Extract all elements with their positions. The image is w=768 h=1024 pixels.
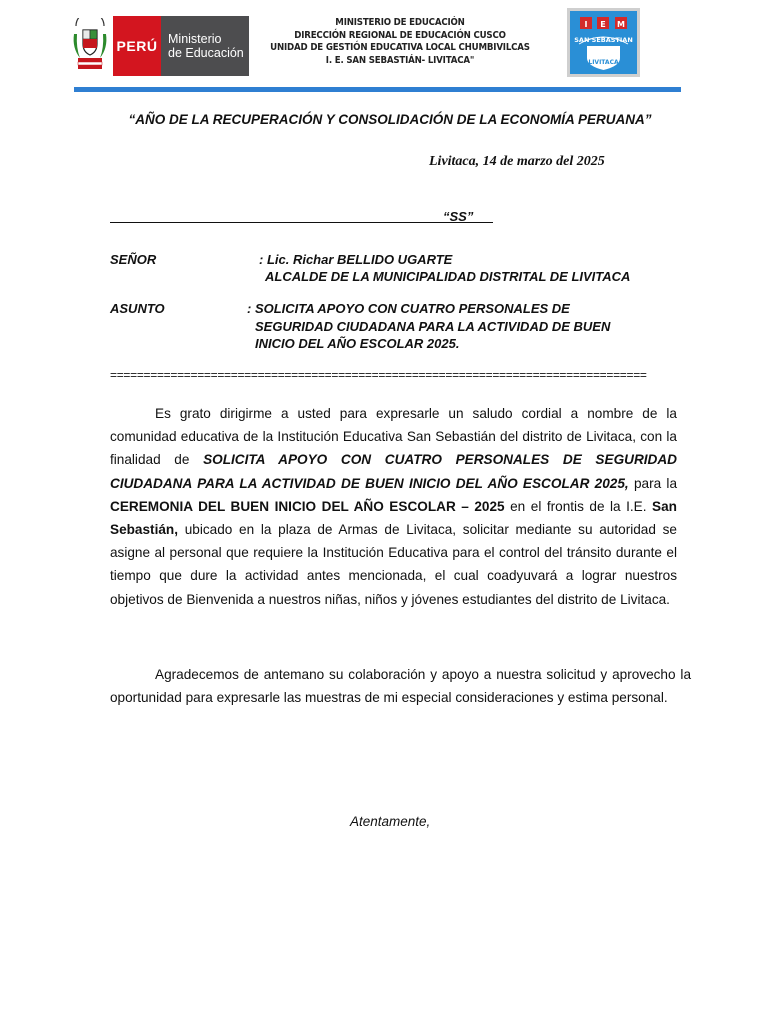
letterhead-line-2: DIRECCIÓN REGIONAL DE EDUCACIÓN CUSCO [294,29,506,41]
paragraph-1-request: SOLICITA APOYO CON CUATRO PERSONALES DE SEGURIDAD CIUDADANA PARA LA ACTIVIDAD DE BUEN INICIO DEL AÑO ESCOLAR 2025, [110,452,677,491]
letterhead-line-4: I. E. SAN SEBASTIÁN- LIVITACA" [325,54,475,66]
letterhead-rule [74,87,681,92]
school-logo [567,8,640,77]
subject-label: ASUNTO [110,301,165,316]
minedu-logo [113,16,249,76]
recipient-label: SEÑOR [110,252,157,267]
paragraph-1-intro: Es grato dirigirme a usted para expresarle un saludo cordial a nombre de la comunidad educativa de la Institución Educativa San Sebastián del distrito de Livitaca, con la finalidad de [110,406,677,468]
paragraph-1-location: en el frontis de la I.E. [504,498,653,514]
minedu-logo-country: PERÚ [113,16,161,76]
minedu-logo-line1: Ministerio [168,32,222,46]
subject-line-3: INICIO DEL AÑO ESCOLAR 2025. [255,336,460,351]
subject-line-2: SEGURIDAD CIUDADANA PARA LA ACTIVIDAD DE BUEN [255,319,611,334]
reference-code: “SS” [443,209,474,224]
year-motto: “AÑO DE LA RECUPERACIÓN Y CONSOLIDACIÓN DE LA ECONOMÍA PERUANA” [128,112,652,127]
svg-text:SAN SEBASTIAN: SAN SEBASTIAN [574,36,633,44]
national-coat-of-arms-logo [72,18,108,72]
letterhead-text [267,17,534,67]
body-paragraph-2 [110,663,691,709]
closing-salutation: Atentamente, [350,814,431,829]
svg-text:M: M [617,20,625,29]
body-paragraph-1 [110,402,677,611]
paragraph-2-text: Agradecemos de antemano su colaboración y apoyo a nuestra solicitud y aprovecho la oportunidad para expresarle las muestras de mi especial consideraciones y estima personal. [110,667,691,706]
paragraph-1-school: San Sebastián, [110,498,677,538]
reference-underline [110,222,493,223]
paragraph-1-ceremony: CEREMONIA DEL BUEN INICIO DEL AÑO ESCOLAR – 2025 [110,498,505,514]
letter-date: Livitaca, 14 de marzo del 2025 [429,154,605,169]
letterhead-line-3: UNIDAD DE GESTIÓN EDUCATIVA LOCAL CHUMBIVILCAS [270,42,530,53]
paragraph-1-connector: para la [628,475,678,491]
svg-text:I: I [584,20,588,29]
svg-text:E: E [600,20,606,29]
recipient-name: : Lic. Richar BELLIDO UGARTE [259,252,453,267]
minedu-logo-line2: de Educación [168,46,244,60]
letterhead-line-1: MINISTERIO DE EDUCACIÓN [335,17,465,28]
paragraph-1-rest: ubicado en la plaza de Armas de Livitaca, solicitar mediante su autoridad se asigne al personal que requiere la Institución Educativa para el control del tránsito durante el tiempo que dure la actividad antes mencionada, el cual coadyuvará a lograr nuestros objetivos de Bienvenida a nuestros niñas, niños y jóvenes estudiantes del distrito de Livitaca. [110,522,677,607]
separator-line: ================================================================================ [110,368,647,382]
recipient-title: ALCALDE DE LA MUNICIPALIDAD DISTRITAL DE LIVITACA [265,269,631,284]
svg-text:LIVITACA: LIVITACA [588,59,619,66]
subject-line-1: : SOLICITA APOYO CON CUATRO PERSONALES DE [247,301,570,316]
